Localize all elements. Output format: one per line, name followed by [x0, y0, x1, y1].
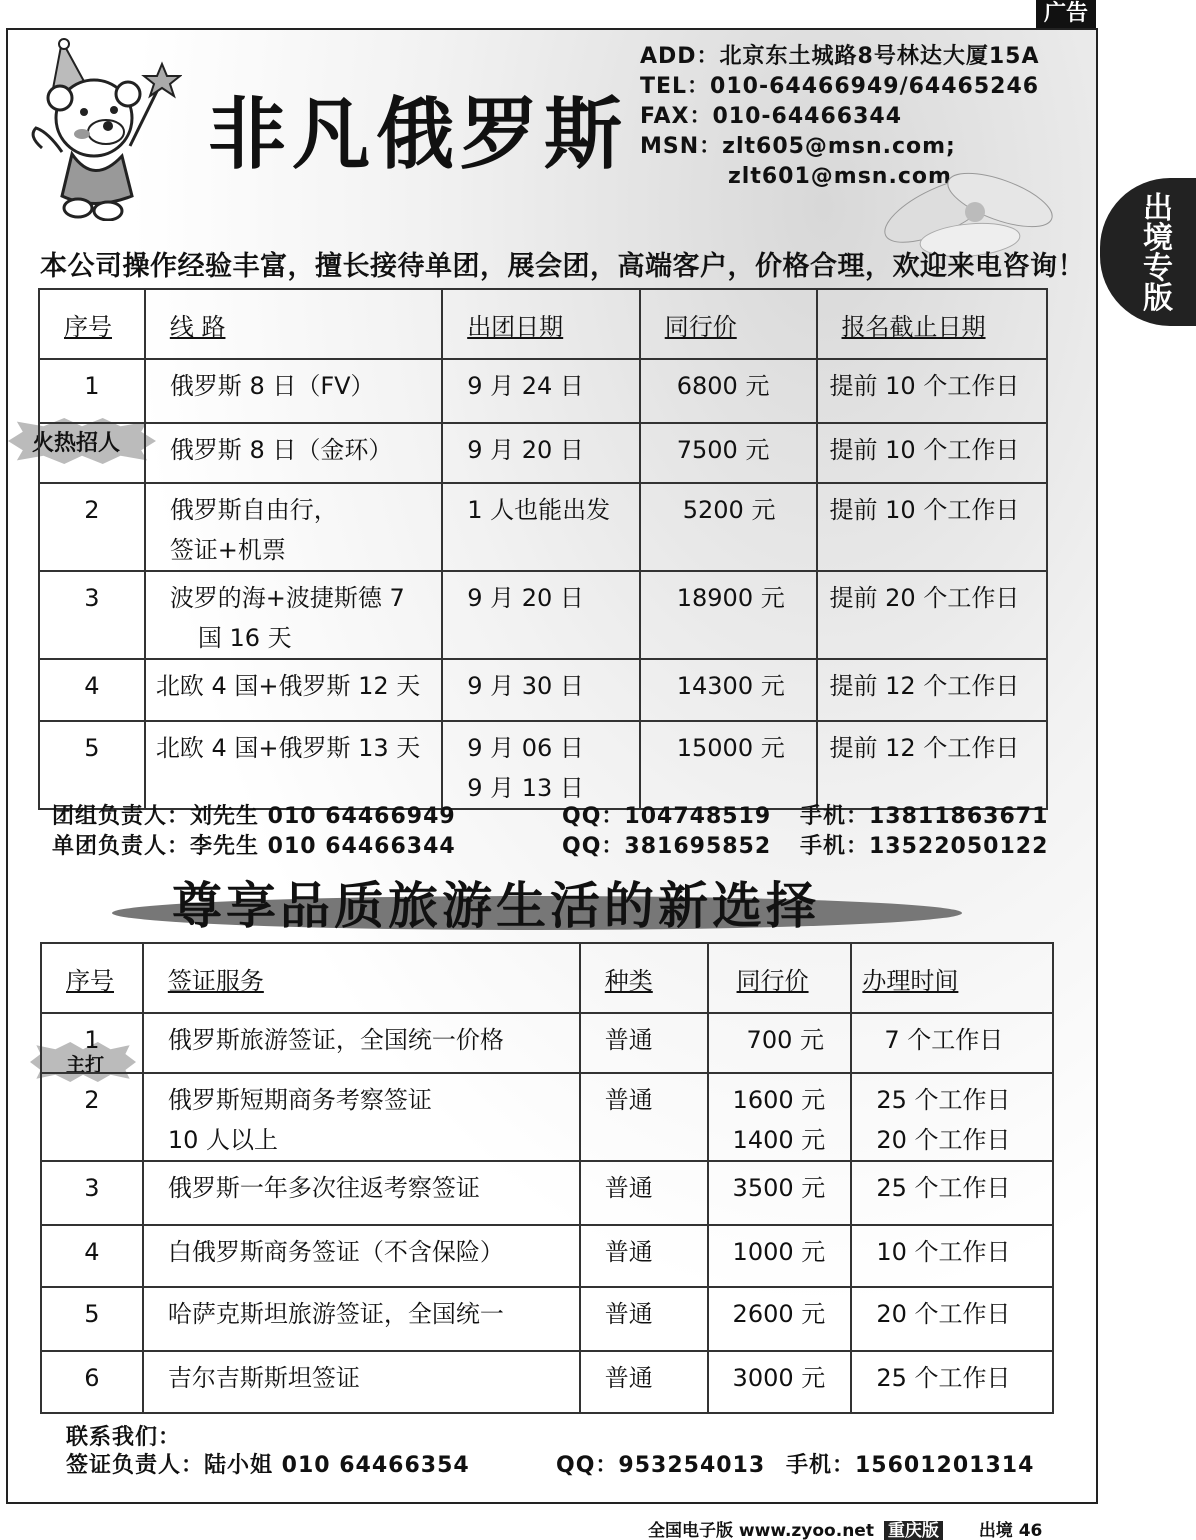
visa-service-line: 俄罗斯短期商务考察签证 — [167, 1086, 432, 1114]
visa-no: 1 — [41, 1013, 143, 1073]
visa-price: 1000 元 — [708, 1225, 852, 1287]
brand-title: 非凡俄罗斯 — [208, 90, 629, 180]
tour-date: 9 月 20 日 — [442, 571, 640, 659]
table-row — [39, 721, 1047, 809]
visa-no: 4 — [41, 1225, 143, 1287]
msn: MSN：zlt605@msn.com; — [640, 134, 956, 159]
visa-type: 普通 — [580, 1013, 708, 1073]
tour-table — [38, 288, 1048, 810]
visa-manager: 签证负责人：陆小姐 010 64466354 — [66, 1453, 470, 1478]
headline: 尊享品质旅游生活的新选择 — [172, 877, 820, 935]
tour-no: 5 — [39, 721, 145, 809]
visa-manager-qq: QQ：953254013 — [556, 1453, 766, 1478]
tour-date — [442, 721, 640, 809]
side-tab — [1100, 178, 1196, 326]
tour-route: 俄罗斯 8 日（金环） — [145, 423, 442, 483]
visa-table-header — [41, 943, 1053, 1013]
tour-deadline: 提前 10 个工作日 — [817, 359, 1047, 423]
fax: FAX：010-64466344 — [640, 104, 903, 129]
tour-deadline: 提前 10 个工作日 — [817, 423, 1047, 483]
address: ADD：北京东土城路8号林达大厦15A — [640, 44, 1040, 69]
visa-price: 2600 元 — [708, 1287, 852, 1351]
visa-time: 25 个工作日 — [851, 1351, 1053, 1413]
visa-time: 25 个工作日 — [851, 1161, 1053, 1225]
visa-service: 白俄罗斯商务签证（不含保险） — [143, 1225, 580, 1287]
footer-page: 出境 46 — [978, 1521, 1043, 1540]
visa-no: 6 — [41, 1351, 143, 1413]
contact-us-title: 联系我们： — [66, 1425, 182, 1450]
visa-type: 普通 — [580, 1225, 708, 1287]
col-header: 出团日期 — [442, 289, 640, 359]
single-manager: 单团负责人：李先生 010 64466344 — [52, 834, 456, 859]
tour-no: 2 — [39, 483, 145, 571]
tour-price: 7500 元 — [640, 423, 817, 483]
col-header: 同行价 — [640, 289, 817, 359]
visa-no: 3 — [41, 1161, 143, 1225]
bear-mascot-icon — [22, 36, 182, 221]
tour-deadline: 提前 10 个工作日 — [817, 483, 1047, 571]
footer-site: 全国电子版 www.zyoo.net — [648, 1521, 874, 1540]
tour-route-line: 俄罗斯自由行， — [169, 496, 338, 524]
group-manager-mobile: 手机：13811863671 — [800, 804, 1049, 829]
side-tab-char: 境 — [1143, 221, 1173, 256]
telephone: TEL：010-64466949/64465246 — [640, 74, 1040, 99]
visa-price-line: 1600 元 — [732, 1086, 826, 1114]
visa-price-line: 1400 元 — [732, 1126, 826, 1154]
visa-service: 俄罗斯旅游签证，全国统一价格 — [143, 1013, 580, 1073]
ad-tag: 广告 — [1036, 0, 1096, 28]
tour-no: 4 — [39, 659, 145, 721]
side-tab-char: 版 — [1143, 281, 1173, 316]
table-row — [39, 483, 1047, 571]
tour-table-header — [39, 289, 1047, 359]
footer — [648, 1516, 1042, 1540]
visa-price — [708, 1073, 852, 1161]
tour-deadline: 提前 20 个工作日 — [817, 571, 1047, 659]
col-header: 线 路 — [145, 289, 442, 359]
visa-service: 吉尔吉斯斯坦签证 — [143, 1351, 580, 1413]
tour-price: 5200 元 — [640, 483, 817, 571]
tour-route-line: 签证+机票 — [169, 536, 286, 564]
visa-no: 2 — [41, 1073, 143, 1161]
tour-no: 3 — [39, 571, 145, 659]
visa-type: 普通 — [580, 1287, 708, 1351]
visa-time: 10 个工作日 — [851, 1225, 1053, 1287]
tour-route — [145, 483, 442, 571]
table-row — [41, 1351, 1053, 1413]
visa-manager-row — [66, 1452, 1035, 1482]
visa-no: 5 — [41, 1287, 143, 1351]
tour-deadline: 提前 12 个工作日 — [817, 659, 1047, 721]
tour-date: 9 月 24 日 — [442, 359, 640, 423]
tour-route-line: 国 16 天 — [197, 624, 292, 652]
visa-price: 3500 元 — [708, 1161, 852, 1225]
tour-date-line: 9 月 13 日 — [467, 774, 584, 802]
table-row — [39, 571, 1047, 659]
tour-no — [39, 423, 145, 483]
table-row — [41, 1161, 1053, 1225]
visa-service — [143, 1073, 580, 1161]
tour-route: 北欧 4 国+俄罗斯 12 天 — [145, 659, 442, 721]
visa-manager-mobile: 手机：15601201314 — [786, 1453, 1035, 1478]
visa-time — [851, 1073, 1053, 1161]
visa-price: 3000 元 — [708, 1351, 852, 1413]
table-row — [39, 423, 1047, 483]
tour-price: 6800 元 — [640, 359, 817, 423]
single-manager-mobile: 手机：13522050122 — [800, 834, 1049, 859]
group-manager: 团组负责人：刘先生 010 64466949 — [52, 804, 456, 829]
tour-date-line: 9 月 06 日 — [467, 734, 584, 762]
visa-type: 普通 — [580, 1351, 708, 1413]
group-manager-qq: QQ：104748519 — [562, 804, 772, 829]
visa-time-line: 25 个工作日 — [876, 1086, 1011, 1114]
contact-us-block — [66, 1424, 1035, 1482]
col-header: 种类 — [580, 943, 708, 1013]
visa-time-line: 20 个工作日 — [876, 1126, 1011, 1154]
tour-deadline: 提前 12 个工作日 — [817, 721, 1047, 809]
tour-price: 15000 元 — [640, 721, 817, 809]
col-header: 同行价 — [708, 943, 852, 1013]
tour-no: 1 — [39, 359, 145, 423]
msn-secondary: zlt601@msn.com — [728, 164, 952, 189]
single-manager-qq: QQ：381695852 — [562, 834, 772, 859]
col-header: 序号 — [39, 289, 145, 359]
table-row — [41, 1013, 1053, 1073]
table-row — [41, 1225, 1053, 1287]
tour-route: 俄罗斯 8 日（FV） — [145, 359, 442, 423]
footer-edition: 重庆版 — [884, 1521, 943, 1540]
visa-service: 俄罗斯一年多次往返考察签证 — [143, 1161, 580, 1225]
visa-price: 700 元 — [708, 1013, 852, 1073]
table-row — [41, 1073, 1053, 1161]
col-header: 签证服务 — [143, 943, 580, 1013]
tour-price: 18900 元 — [640, 571, 817, 659]
col-header: 报名截止日期 — [817, 289, 1047, 359]
visa-type: 普通 — [580, 1161, 708, 1225]
col-header: 办理时间 — [851, 943, 1053, 1013]
company-slogan: 本公司操作经验丰富，擅长接待单团，展会团，高端客户，价格合理，欢迎来电咨询！ — [40, 251, 1085, 282]
visa-service-line: 10 人以上 — [167, 1126, 279, 1154]
tour-date: 1 人也能出发 — [442, 483, 640, 571]
tour-date: 9 月 30 日 — [442, 659, 640, 721]
table-row — [39, 359, 1047, 423]
tour-route-line: 波罗的海+波捷斯德 7 — [169, 584, 405, 612]
tour-route: 北欧 4 国+俄罗斯 13 天 — [145, 721, 442, 809]
col-header: 序号 — [41, 943, 143, 1013]
main-badge: 主打 — [66, 1054, 105, 1076]
visa-table — [40, 942, 1054, 1414]
table-row — [39, 659, 1047, 721]
table-row — [41, 1287, 1053, 1351]
visa-type: 普通 — [580, 1073, 708, 1161]
tour-date: 9 月 20 日 — [442, 423, 640, 483]
visa-service: 哈萨克斯坦旅游签证，全国统一 — [143, 1287, 580, 1351]
tour-route — [145, 571, 442, 659]
tour-price: 14300 元 — [640, 659, 817, 721]
hot-badge: 火热招人 — [32, 431, 121, 456]
visa-time: 7 个工作日 — [851, 1013, 1053, 1073]
visa-time: 20 个工作日 — [851, 1287, 1053, 1351]
side-tab-char: 专 — [1143, 251, 1173, 286]
side-tab-char: 出 — [1143, 191, 1173, 226]
